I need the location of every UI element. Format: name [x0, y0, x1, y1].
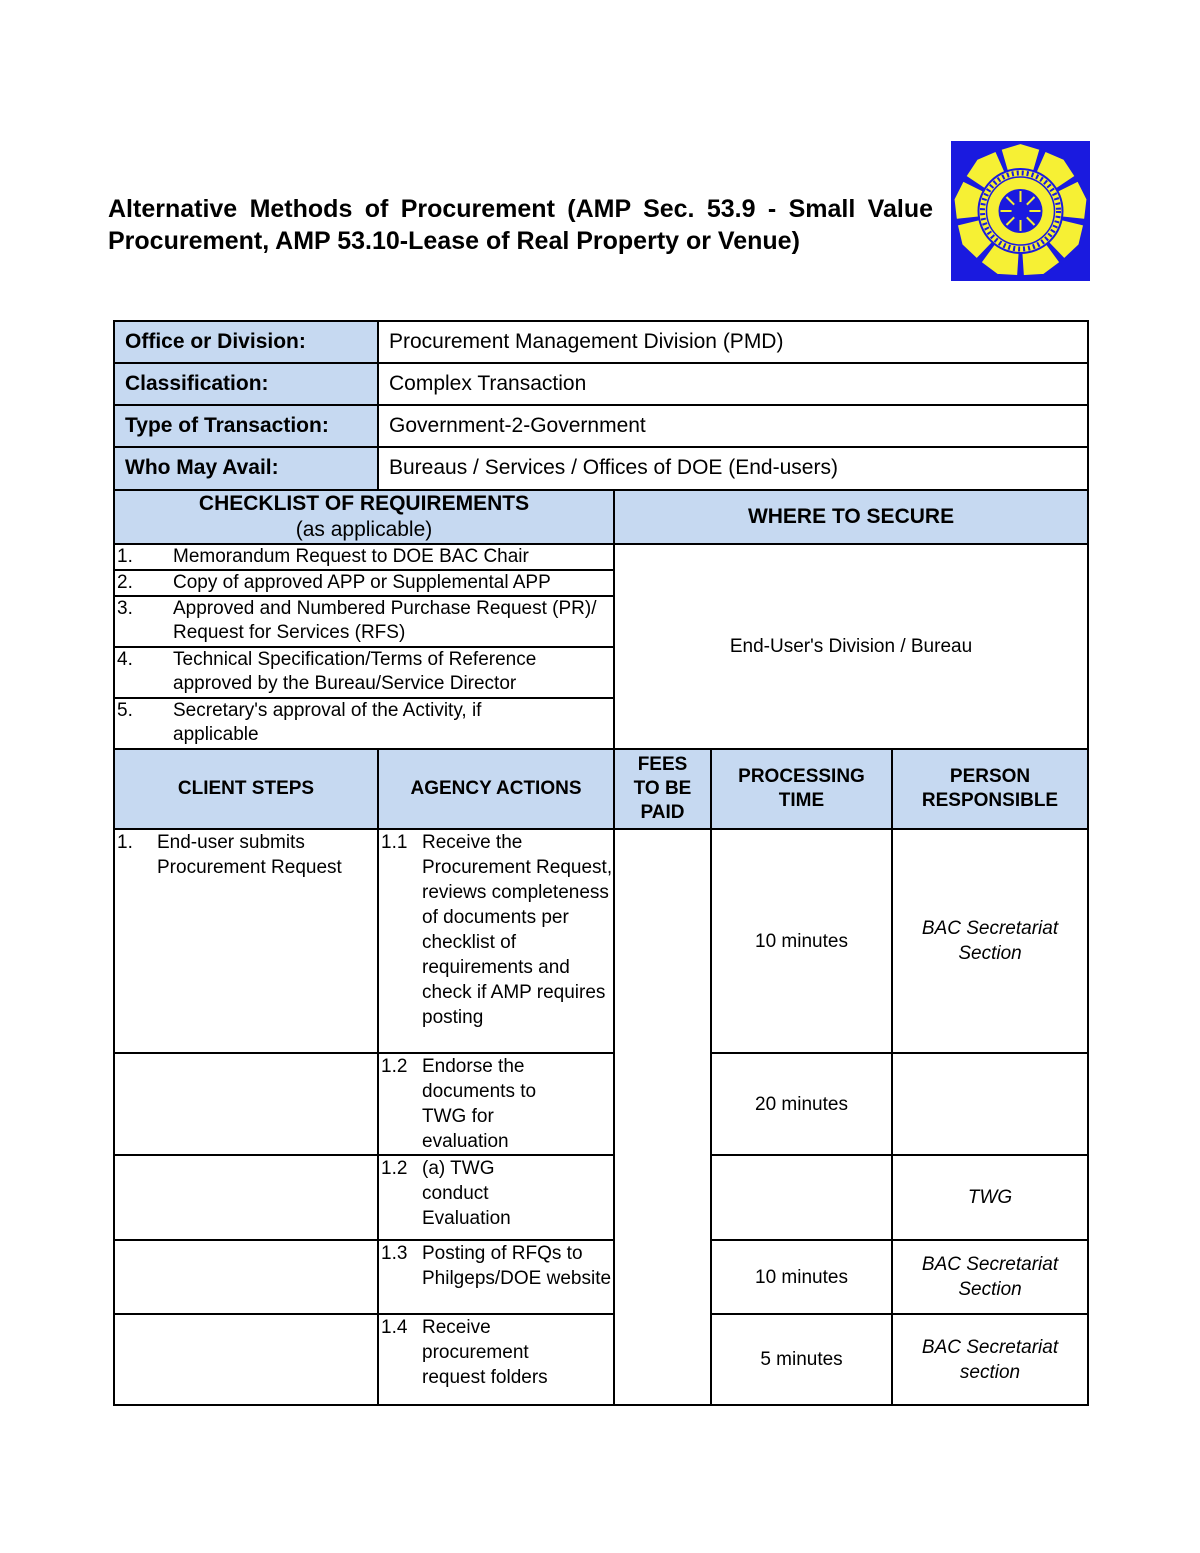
client-step-cell	[114, 1053, 378, 1155]
client-step-text: End-user submits Procurement Request	[157, 832, 342, 878]
item-number: 5.	[117, 700, 133, 721]
item-text: Approved and Numbered Purchase Request (PR)/ Request for Services (RFS)	[173, 598, 597, 643]
processing-time: 5 minutes	[711, 1314, 892, 1405]
person-responsible: BAC Secretariat Section	[892, 1240, 1088, 1314]
person-responsible-header: PERSON RESPONSIBLE	[892, 749, 1088, 829]
steps-header-row	[114, 749, 1088, 829]
classification-label: Classification:	[114, 363, 378, 405]
person-responsible: BAC Secretariat section	[892, 1314, 1088, 1405]
item-text: Technical Specification/Terms of Reference approved by the Bureau/Service Director	[173, 649, 537, 694]
client-steps-header: CLIENT STEPS	[114, 749, 378, 829]
item-number: 4.	[117, 649, 133, 670]
seal-icon	[951, 141, 1090, 281]
item-number: 2.	[117, 572, 133, 593]
client-step-cell	[114, 1155, 378, 1240]
action-number: 1.4	[381, 1317, 408, 1338]
agency-action-cell	[378, 829, 614, 1053]
procurement-table	[113, 320, 1089, 1406]
fees-header: FEES TO BE PAID	[614, 749, 711, 829]
transaction-type-label: Type of Transaction:	[114, 405, 378, 447]
client-step-cell	[114, 1240, 378, 1314]
agency-action-cell	[378, 1240, 614, 1314]
processing-time-header: PROCESSING TIME	[711, 749, 892, 829]
checklist-item-cell	[114, 570, 614, 596]
step-row	[114, 1155, 1088, 1240]
action-text: Receive procurement request folders	[422, 1317, 548, 1388]
action-number: 1.2	[381, 1158, 408, 1179]
item-text: Secretary's approval of the Activity, if applicable	[173, 700, 482, 745]
processing-time: 20 minutes	[711, 1053, 892, 1155]
checklist-item-cell	[114, 647, 614, 698]
step-row	[114, 1314, 1088, 1405]
page-title: Alternative Methods of Procurement (AMP Sec. 53.9 - Small Value Procurement, AMP 53.10-Lease of Real Property or Venue)	[108, 195, 933, 255]
checklist-item-cell	[114, 596, 614, 647]
checklist-subheader: (as applicable)	[295, 518, 433, 541]
step-row	[114, 1240, 1088, 1314]
who-may-avail-label: Who May Avail:	[114, 447, 378, 490]
step-row	[114, 829, 1088, 1053]
item-text: Memorandum Request to DOE BAC Chair	[173, 546, 529, 567]
who-may-avail-value: Bureaus / Services / Offices of DOE (End-users)	[378, 447, 1088, 490]
where-to-secure-header: WHERE TO SECURE	[614, 490, 1088, 544]
agency-action-cell	[378, 1053, 614, 1155]
action-text: Receive the Procurement Request, reviews completeness of documents per checklist of requirements and check if AMP requires posting	[422, 832, 613, 1028]
office-label: Office or Division:	[114, 321, 378, 363]
transaction-type-value: Government-2-Government	[378, 405, 1088, 447]
action-text: Posting of RFQs to Philgeps/DOE website	[422, 1243, 612, 1289]
checklist-header-row	[114, 490, 1088, 544]
client-step-cell	[114, 1314, 378, 1405]
action-number: 1.1	[381, 832, 408, 853]
info-row	[114, 363, 1088, 405]
fees-cell	[614, 829, 711, 1405]
checklist-item	[114, 544, 1088, 570]
client-step-number: 1.	[117, 832, 133, 853]
item-number: 1.	[117, 546, 133, 567]
checklist-item-cell	[114, 698, 614, 749]
person-responsible: BAC Secretariat Section	[892, 829, 1088, 1053]
agency-actions-header: AGENCY ACTIONS	[378, 749, 614, 829]
office-value: Procurement Management Division (PMD)	[378, 321, 1088, 363]
action-text: (a) TWG conduct Evaluation	[422, 1158, 511, 1229]
doe-seal-logo	[951, 141, 1090, 281]
person-responsible: TWG	[892, 1155, 1088, 1240]
action-number: 1.2	[381, 1056, 408, 1077]
agency-action-cell	[378, 1155, 614, 1240]
client-step-cell	[114, 829, 378, 1053]
checklist-header: CHECKLIST OF REQUIREMENTS	[198, 492, 530, 515]
agency-action-cell	[378, 1314, 614, 1405]
checklist-item-cell	[114, 544, 614, 570]
step-row	[114, 1053, 1088, 1155]
action-text: Endorse the documents to TWG for evaluation	[422, 1056, 537, 1152]
where-to-secure-value: End-User's Division / Bureau	[614, 544, 1088, 749]
person-responsible	[892, 1053, 1088, 1155]
action-number: 1.3	[381, 1243, 408, 1264]
classification-value: Complex Transaction	[378, 363, 1088, 405]
info-row	[114, 405, 1088, 447]
item-number: 3.	[117, 598, 133, 619]
item-text: Copy of approved APP or Supplemental APP	[173, 572, 551, 593]
info-row	[114, 321, 1088, 363]
processing-time	[711, 1155, 892, 1240]
checklist-header-cell	[114, 490, 614, 544]
info-row	[114, 447, 1088, 490]
processing-time: 10 minutes	[711, 829, 892, 1053]
processing-time: 10 minutes	[711, 1240, 892, 1314]
